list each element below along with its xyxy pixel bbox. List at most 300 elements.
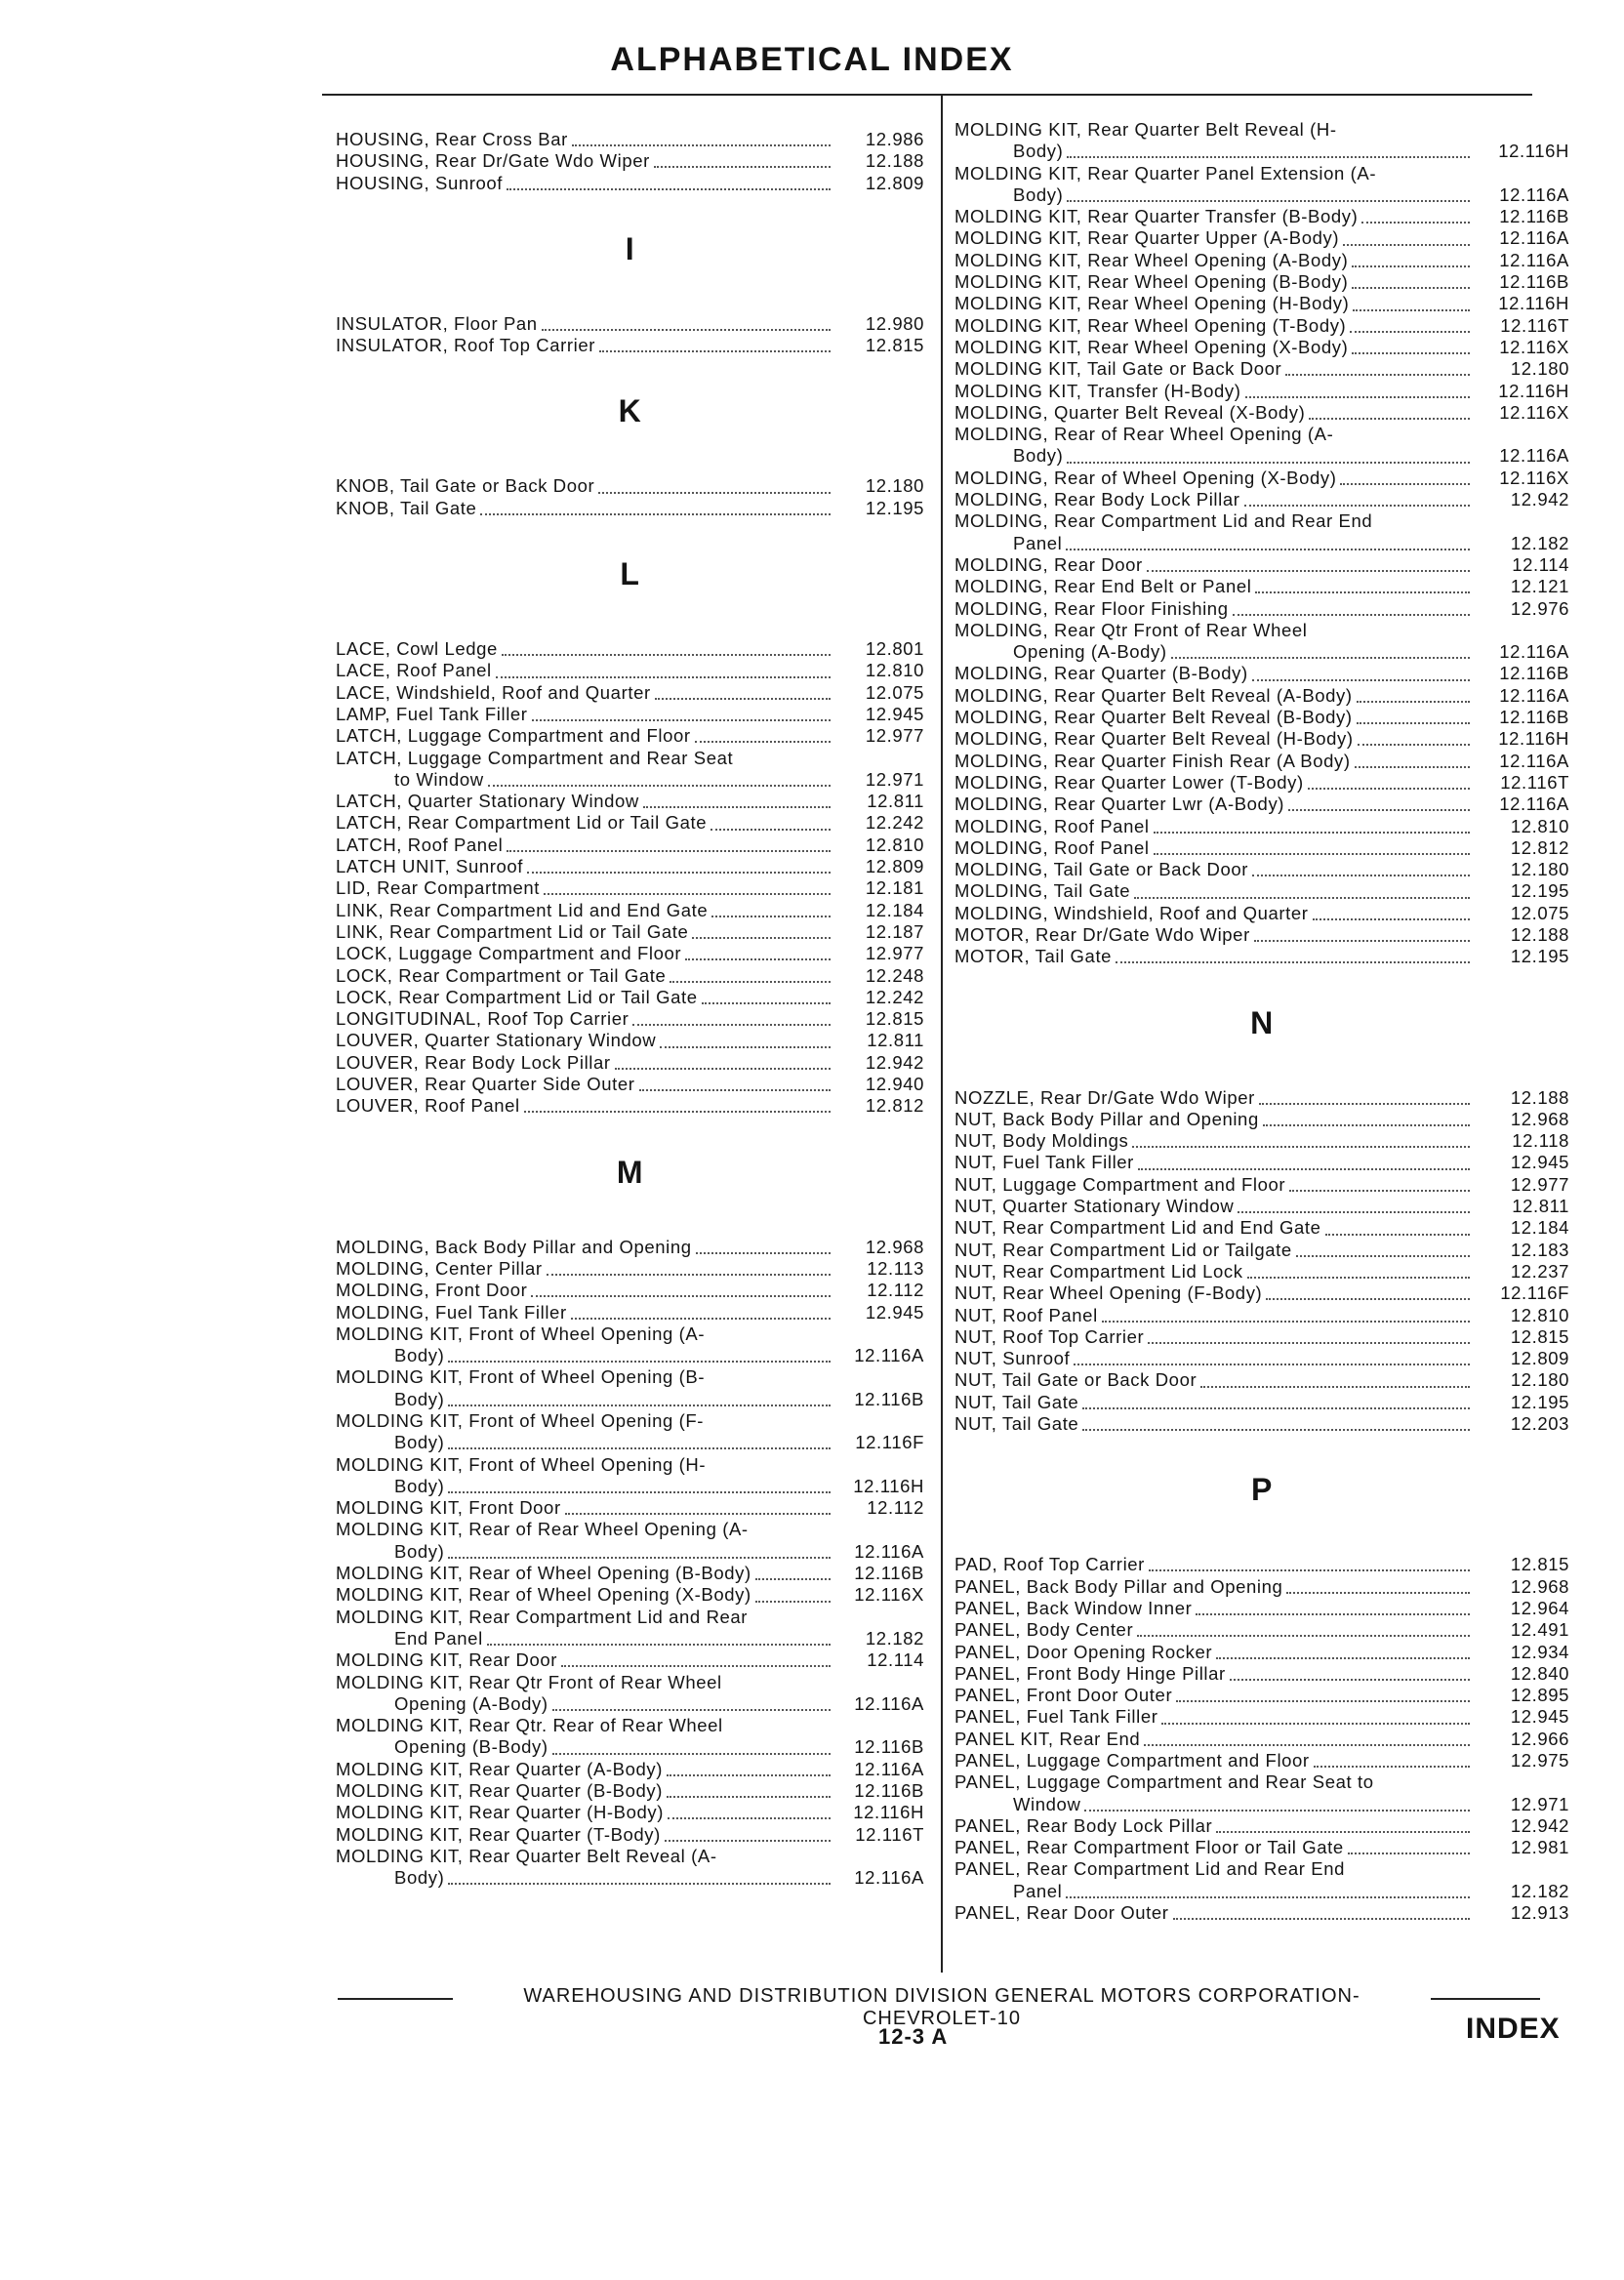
entry-label [336, 129, 834, 150]
page-reference: 12.116T [855, 1823, 924, 1845]
page-reference: 12.195 [1510, 880, 1569, 902]
leader-dots [1352, 352, 1470, 354]
leader-dots [531, 1295, 831, 1297]
page-reference: 12.934 [1510, 1641, 1569, 1662]
index-entry [954, 751, 1569, 772]
entry-label [954, 1619, 1474, 1641]
page-reference: 12.180 [1510, 1369, 1569, 1391]
entry-text: KNOB, Tail Gate [336, 497, 477, 518]
entry-text: MOLDING, Rear of Rear Wheel Opening (A- [954, 424, 1334, 445]
page-reference: 12.116T [1500, 314, 1569, 336]
page-reference: 12.971 [865, 768, 924, 790]
index-entry [336, 638, 924, 660]
index-entry [954, 271, 1569, 293]
leader-dots [667, 1774, 831, 1776]
entry-text: PANEL, Fuel Tank Filler [954, 1706, 1158, 1728]
index-entry [954, 576, 1569, 597]
index-entry [954, 119, 1569, 163]
index-entry [954, 1130, 1569, 1152]
page-reference: 12.942 [1510, 1814, 1569, 1836]
page-reference: 12.810 [865, 660, 924, 681]
leader-dots [547, 1274, 831, 1276]
left-column [336, 129, 924, 1890]
letter-heading-m: M [616, 1154, 644, 1190]
index-entry [954, 903, 1569, 924]
entry-text-continued: Body) [394, 1475, 445, 1496]
page-reference: 12.815 [865, 335, 924, 356]
entry-text: LINK, Rear Compartment Lid or Tail Gate [336, 920, 689, 942]
page-reference: 12.248 [865, 964, 924, 986]
page-reference: 12.942 [1510, 489, 1569, 510]
entry-label [954, 663, 1474, 684]
leader-dots [488, 785, 831, 787]
entry-text: MOLDING KIT, Rear Wheel Opening (A-Body) [954, 249, 1349, 270]
entry-text-continued: to Window [394, 768, 484, 790]
leader-dots [1116, 961, 1470, 963]
index-entry [336, 1824, 924, 1846]
entry-label [954, 859, 1474, 880]
entry-text: LACE, Cowl Ledge [336, 638, 498, 660]
entry-continuation-line [336, 1432, 924, 1453]
index-entry [336, 660, 924, 681]
index-entry [336, 1846, 924, 1890]
leader-dots [615, 1068, 831, 1070]
leader-dots [1200, 1386, 1470, 1388]
entry-text: MOLDING, Rear Quarter Belt Reveal (B-Body) [954, 707, 1353, 728]
page-reference: 12.812 [1510, 836, 1569, 858]
index-entry [954, 1663, 1569, 1685]
page-reference: 12.187 [865, 920, 924, 942]
page-reference: 12.801 [865, 638, 924, 660]
entry-text: MOLDING, Rear Quarter Finish Rear (A Body) [954, 750, 1351, 771]
entry-label [336, 900, 834, 921]
page-reference: 12.116B [854, 1388, 924, 1409]
page-reference: 12.116X [1499, 336, 1569, 357]
leader-dots [711, 916, 831, 917]
page-reference: 12.188 [1510, 923, 1569, 945]
entry-label [336, 1780, 834, 1802]
page-reference: 12.116B [854, 1563, 924, 1584]
entry-label [336, 725, 834, 747]
index-entry [336, 1258, 924, 1280]
page-reference: 12.114 [867, 1649, 924, 1671]
entry-text-continued: Opening (B-Body) [394, 1736, 548, 1758]
index-entry [954, 206, 1569, 227]
leader-dots [1245, 396, 1471, 398]
leader-dots [487, 1644, 831, 1646]
index-entry [954, 707, 1569, 728]
entry-label [336, 921, 834, 943]
page-reference: 12.121 [1510, 576, 1569, 597]
index-entry [336, 1563, 924, 1584]
entry-text-continued: End Panel [394, 1627, 483, 1649]
page-reference: 12.116A [1499, 684, 1569, 706]
page-reference: 12.181 [865, 877, 924, 899]
index-entry [336, 1519, 924, 1563]
entry-text: NUT, Rear Wheel Opening (F-Body) [954, 1282, 1263, 1304]
entry-continuation-line [336, 1736, 924, 1758]
index-entry [336, 1280, 924, 1301]
right-column [954, 119, 1569, 1924]
entry-text: MOLDING KIT, Rear Compartment Lid and Rear [336, 1606, 749, 1627]
page-reference: 12.116A [1499, 183, 1569, 205]
page-reference: 12.116A [854, 1345, 924, 1366]
entry-label [336, 1824, 834, 1846]
leader-dots [632, 1024, 831, 1026]
entry-text: MOLDING, Fuel Tank Filler [336, 1301, 567, 1323]
leader-dots [1138, 1168, 1470, 1170]
page-reference: 12.116H [1498, 141, 1569, 162]
index-entry [336, 1008, 924, 1030]
entry-text: NUT, Fuel Tank Filler [954, 1152, 1134, 1173]
index-entry [336, 1759, 924, 1780]
entry-text: PANEL, Luggage Compartment and Floor [954, 1750, 1310, 1771]
page-reference: 12.075 [865, 681, 924, 703]
index-entry [336, 900, 924, 921]
entry-label [954, 1326, 1474, 1348]
index-entry [336, 1095, 924, 1117]
entry-continuation-line [336, 1389, 924, 1410]
leader-dots [1263, 1124, 1470, 1126]
entry-label [954, 1305, 1474, 1326]
letter-heading-i: I [625, 230, 635, 266]
entry-text: PAD, Roof Top Carrier [954, 1554, 1145, 1575]
entry-label [336, 150, 834, 172]
entry-text-continued: Body) [394, 1867, 445, 1889]
page-reference: 12.977 [865, 725, 924, 747]
page-reference: 12.116B [1499, 707, 1569, 728]
entry-text: MOLDING KIT, Rear Quarter Belt Reveal (A- [336, 1845, 717, 1866]
leader-dots [1067, 200, 1470, 202]
entry-continuation-line [336, 1345, 924, 1366]
entry-text-continued: Body) [1013, 445, 1064, 467]
leader-dots [1252, 679, 1470, 681]
entry-label [954, 1554, 1474, 1575]
entry-text: MOLDING, Back Body Pillar and Opening [336, 1236, 692, 1257]
entry-label [954, 1369, 1474, 1391]
index-entry [954, 1685, 1569, 1706]
index-entry [954, 1619, 1569, 1641]
letter-heading-p: P [1251, 1472, 1273, 1508]
entry-text: MOLDING, Tail Gate [954, 880, 1131, 902]
entry-text: MOLDING, Roof Panel [954, 815, 1150, 836]
entry-label [954, 227, 1474, 249]
entry-label [336, 1563, 834, 1584]
entry-label [954, 489, 1474, 510]
entry-text-continued: Panel [1013, 532, 1063, 553]
index-group [954, 1448, 1569, 1924]
page-reference: 12.116A [854, 1867, 924, 1889]
page-reference: 12.971 [1510, 1793, 1569, 1814]
entry-label [954, 1598, 1474, 1619]
entry-text: MOTOR, Rear Dr/Gate Wdo Wiper [954, 923, 1250, 945]
index-entry [954, 1240, 1569, 1261]
leader-dots [1216, 1657, 1470, 1659]
entry-label [954, 1837, 1474, 1858]
index-entry [954, 1369, 1569, 1391]
index-entry [954, 315, 1569, 337]
index-entry [954, 293, 1569, 314]
entry-text: LATCH, Roof Panel [336, 834, 504, 855]
index-entry [954, 620, 1569, 664]
entry-label [336, 877, 834, 899]
page-reference: 12.116A [1499, 227, 1569, 249]
entry-text-continued: Body) [394, 1432, 445, 1453]
entry-label [954, 293, 1474, 314]
index-entry [954, 381, 1569, 402]
entry-label [336, 498, 834, 519]
leader-dots [1216, 1831, 1470, 1833]
entry-label [336, 835, 834, 856]
index-entry [954, 837, 1569, 859]
index-group [336, 370, 924, 519]
entry-text: NUT, Back Body Pillar and Opening [954, 1108, 1259, 1129]
page-reference: 12.977 [865, 943, 924, 964]
index-entry [336, 877, 924, 899]
index-entry [954, 772, 1569, 794]
entry-label [336, 1759, 834, 1780]
leader-dots [1343, 244, 1470, 246]
leader-dots [1148, 1342, 1470, 1344]
leader-dots [1196, 1613, 1470, 1615]
entry-label [336, 1074, 834, 1095]
page-reference: 12.945 [1510, 1152, 1569, 1173]
page-reference: 12.986 [865, 129, 924, 149]
entry-text: MOLDING KIT, Transfer (H-Body) [954, 380, 1241, 401]
entry-text: MOLDING, Rear Qtr Front of Rear Wheel [954, 619, 1308, 640]
entry-text: PANEL, Body Center [954, 1619, 1134, 1641]
entry-continuation-line [336, 1693, 924, 1715]
entry-text: MOLDING KIT, Rear Quarter (H-Body) [336, 1802, 664, 1823]
entry-label [336, 1280, 834, 1301]
entry-text: MOLDING KIT, Rear of Wheel Opening (X-Body) [336, 1584, 751, 1606]
page-reference: 12.116B [854, 1736, 924, 1758]
index-entry [954, 816, 1569, 837]
entry-label [336, 1258, 834, 1280]
leader-dots [1066, 1896, 1470, 1898]
entry-text: PANEL, Back Body Pillar and Opening [954, 1575, 1283, 1597]
leader-dots [1233, 614, 1470, 616]
entry-label [336, 1095, 834, 1117]
entry-label [336, 1497, 834, 1519]
index-entry [954, 1771, 1569, 1815]
index-entry [954, 685, 1569, 707]
page-reference: 12.112 [867, 1280, 924, 1301]
page-reference: 12.940 [865, 1074, 924, 1095]
entry-text: NUT, Quarter Stationary Window [954, 1196, 1235, 1217]
page-reference: 12.815 [865, 1008, 924, 1030]
leader-dots [1361, 222, 1470, 224]
entry-label [336, 335, 834, 356]
entry-text: MOLDING KIT, Front of Wheel Opening (H- [336, 1453, 707, 1475]
leader-dots [532, 719, 831, 721]
entry-continuation-line [954, 445, 1569, 467]
entry-label [336, 1052, 834, 1074]
index-entry [954, 924, 1569, 946]
entry-text: NUT, Luggage Compartment and Floor [954, 1173, 1286, 1195]
entry-label [954, 1576, 1474, 1598]
entry-text: MOLDING KIT, Rear Quarter (B-Body) [336, 1780, 663, 1802]
leader-dots [643, 806, 831, 808]
entry-text: MOLDING KIT, Rear Quarter Upper (A-Body) [954, 227, 1340, 249]
leader-dots [1314, 1766, 1470, 1768]
index-entry [954, 402, 1569, 424]
entry-text: LID, Rear Compartment [336, 877, 540, 899]
entry-text: LATCH, Quarter Stationary Window [336, 791, 639, 812]
page-reference: 12.980 [865, 312, 924, 334]
entry-label [336, 1030, 834, 1051]
page-reference: 12.810 [865, 834, 924, 855]
page-title: ALPHABETICAL INDEX [610, 41, 1014, 78]
leader-dots [507, 850, 831, 852]
leader-dots [527, 872, 831, 874]
entry-text-continued: Body) [1013, 141, 1064, 162]
leader-dots [480, 513, 831, 515]
leader-dots [692, 937, 831, 939]
page-reference: 12.182 [865, 1627, 924, 1649]
entry-label [954, 1706, 1474, 1728]
page-reference: 12.811 [867, 1030, 924, 1051]
index-entry [336, 1030, 924, 1051]
entry-label [954, 1240, 1474, 1261]
index-entry [336, 1802, 924, 1823]
entry-label [954, 381, 1474, 402]
entry-text: MOLDING KIT, Rear Qtr. Rear of Rear Wheel [336, 1715, 723, 1736]
entry-label [954, 1642, 1474, 1663]
page-reference: 12.114 [1512, 553, 1569, 575]
leader-dots [599, 350, 831, 352]
leader-dots [1244, 505, 1470, 507]
page-reference: 12.945 [1510, 1706, 1569, 1728]
index-entry [954, 1261, 1569, 1282]
page-reference: 12.116X [1499, 401, 1569, 423]
entry-continuation-line [336, 1476, 924, 1497]
entry-text: PANEL, Door Opening Rocker [954, 1641, 1213, 1662]
leader-dots [572, 144, 831, 146]
entry-label [954, 946, 1474, 967]
entry-text: HOUSING, Rear Dr/Gate Wdo Wiper [336, 150, 650, 172]
leader-dots [1352, 265, 1470, 267]
letter-heading-k: K [618, 393, 642, 429]
index-entry [954, 358, 1569, 380]
entry-text: MOLDING, Rear Compartment Lid and Rear End [954, 510, 1373, 532]
page-reference: 12.116F [855, 1432, 924, 1453]
page-reference: 12.116T [1500, 771, 1569, 793]
entry-label [954, 1196, 1474, 1217]
entry-text: MOLDING, Rear Quarter (B-Body) [954, 663, 1248, 684]
entry-text: LONGITUDINAL, Roof Top Carrier [336, 1008, 629, 1030]
leader-dots [1171, 657, 1470, 659]
page-reference: 12.188 [1510, 1086, 1569, 1108]
index-group [336, 129, 924, 194]
entry-label [954, 468, 1474, 489]
entry-text: MOLDING KIT, Rear of Rear Wheel Opening (A- [336, 1519, 749, 1540]
entry-label [954, 728, 1474, 750]
entry-text: INSULATOR, Roof Top Carrier [336, 335, 596, 356]
entry-text: MOTOR, Tail Gate [954, 946, 1113, 967]
entry-text: NUT, Tail Gate [954, 1413, 1079, 1435]
page-reference: 12.180 [1510, 358, 1569, 380]
footer-rule-left [338, 1998, 453, 2000]
entry-text: MOLDING, Rear Floor Finishing [954, 597, 1229, 619]
entry-label [954, 1750, 1474, 1771]
index-entry [954, 1576, 1569, 1598]
entry-label [336, 173, 834, 194]
leader-dots [448, 1405, 831, 1406]
index-entry [336, 704, 924, 725]
leader-dots [544, 893, 831, 895]
leader-dots [655, 698, 831, 700]
entry-label [954, 1130, 1474, 1152]
index-entry [336, 921, 924, 943]
leader-dots [1296, 1255, 1470, 1257]
index-entry [954, 554, 1569, 576]
entry-label [954, 1815, 1474, 1837]
leader-dots [1357, 701, 1470, 703]
entry-text: NUT, Sunroof [954, 1348, 1071, 1369]
page-reference: 12.812 [865, 1095, 924, 1117]
index-entry [954, 227, 1569, 249]
leader-dots [1144, 1744, 1470, 1746]
page-reference: 12.116X [854, 1584, 924, 1606]
page-reference: 12.945 [865, 703, 924, 724]
entry-text: MOLDING KIT, Rear Quarter Panel Extension (A- [954, 162, 1377, 183]
page-reference: 12.242 [865, 986, 924, 1007]
entry-text: NUT, Tail Gate or Back Door [954, 1369, 1198, 1391]
entry-continuation-line [954, 533, 1569, 554]
entry-text: MOLDING, Rear Door [954, 553, 1143, 575]
leader-dots [598, 492, 831, 494]
page-reference: 12.966 [1510, 1728, 1569, 1749]
entry-continuation-line [954, 641, 1569, 663]
page-reference: 12.809 [865, 856, 924, 877]
entry-text: MOLDING, Rear Quarter Lower (T-Body) [954, 771, 1304, 793]
entry-text: MOLDING KIT, Rear Qtr Front of Rear Wheel [336, 1671, 722, 1692]
page-reference: 12.810 [1510, 815, 1569, 836]
index-entry [336, 1323, 924, 1367]
page-number: 12-3 A [878, 2024, 949, 2049]
index-entry [336, 1237, 924, 1258]
index-entry [336, 1052, 924, 1074]
page-reference: 12.182 [1510, 532, 1569, 553]
page-reference: 12.195 [865, 497, 924, 518]
index-entry [954, 489, 1569, 510]
entry-label [954, 337, 1474, 358]
entry-text: MOLDING, Quarter Belt Reveal (X-Body) [954, 401, 1306, 423]
leader-dots [1358, 744, 1470, 746]
index-entry [954, 337, 1569, 358]
leader-dots [1132, 1146, 1470, 1148]
page-reference: 12.809 [1510, 1348, 1569, 1369]
index-entry [954, 1152, 1569, 1173]
entry-text: PANEL, Rear Door Outer [954, 1902, 1169, 1924]
entry-text: MOLDING, Front Door [336, 1280, 528, 1301]
page-reference: 12.113 [867, 1257, 924, 1279]
entry-text: INSULATOR, Floor Pan [336, 312, 538, 334]
entry-text: PANEL KIT, Rear End [954, 1728, 1141, 1749]
leader-dots [755, 1601, 831, 1603]
leader-dots [1259, 1103, 1470, 1105]
page-reference: 12.116F [1500, 1282, 1569, 1304]
index-entry [954, 728, 1569, 750]
leader-dots [542, 329, 831, 331]
page-reference: 12.180 [865, 475, 924, 497]
page-reference: 12.116B [1499, 271, 1569, 293]
page-reference: 12.942 [865, 1051, 924, 1073]
index-entry [336, 1584, 924, 1606]
index-entry [954, 1815, 1569, 1837]
entry-text: LOUVER, Rear Quarter Side Outer [336, 1074, 635, 1095]
